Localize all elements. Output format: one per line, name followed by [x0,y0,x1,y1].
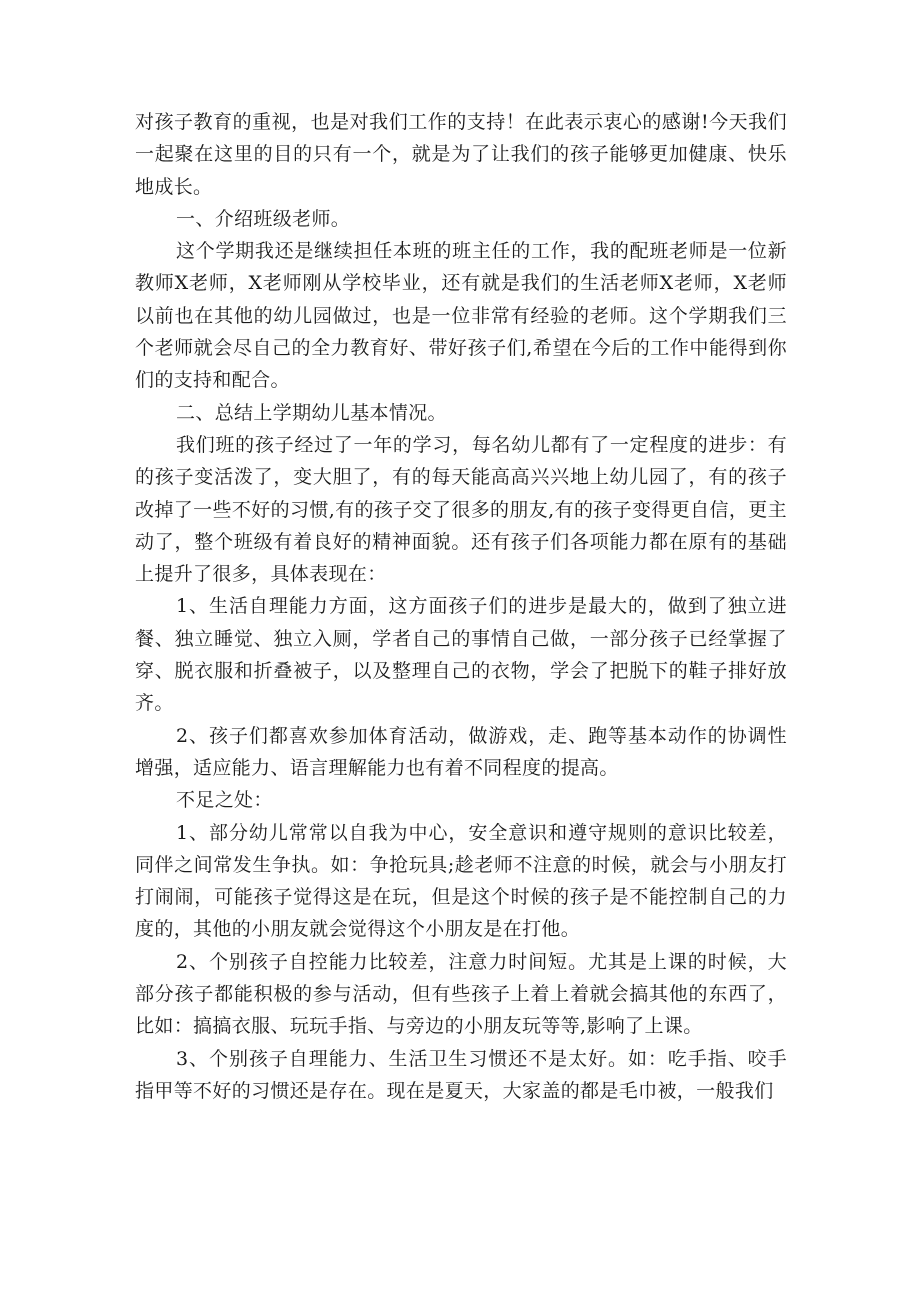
paragraph-sports: 2、孩子们都喜欢参加体育活动，做游戏，走、跑等基本动作的协调性增强，适应能力、语言理解能力也有着不同程度的提高。 [135,724,787,779]
paragraph-intro: 对孩子教育的重视，也是对我们工作的支持！在此表示衷心的感谢!今天我们一起聚在这里的目的只有一个，就是为了让我们的孩子能够更加健康、快乐地成长。 [135,111,787,198]
paragraph-teachers: 这个学期我还是继续担任本班的班主任的工作，我的配班老师是一位新教师X老师，X老师刚从学校毕业，还有就是我们的生活老师X老师，X老师以前也在其他的幼儿园做过，也是一位非常有经验的老师。这个学期我们三个老师就会尽自己的全力教育好、带好孩子们,希望在今后的工作中能得到你们的支持和配合。 [135,240,787,392]
heading-shortcomings: 不足之处： [176,789,273,812]
paragraph-progress: 我们班的孩子经过了一年的学习，每名幼儿都有了一定程度的进步：有的孩子变活泼了，变大胆了，有的每天能高高兴兴地上幼儿园了，有的孩子改掉了一些不好的习惯,有的孩子交了很多的朋友,有的孩子变得更自信，更主动了，整个班级有着良好的精神面貌。还有孩子们各项能力都在原有的基础上提升了很多，具体表现在： [135,433,787,586]
paragraph-shortcoming-1: 1、部分幼儿常常以自我为中心，安全意识和遵守规则的意识比较差，同伴之间常发生争执。如：争抢玩具;趁老师不注意的时候，就会与小朋友打打闹闹，可能孩子觉得这是在玩，但是这个时候的孩子是不能控制自己的力度的，其他的小朋友就会觉得这个小朋友是在打他。 [135,821,787,941]
paragraph-shortcoming-3: 3、个别孩子自理能力、生活卫生习惯还不是太好。如：吃手指、咬手指甲等不好的习惯还是存在。现在是夏天，大家盖的都是毛巾被，一般我们 [135,1047,787,1102]
paragraph-self-care: 1、生活自理能力方面，这方面孩子们的进步是最大的，做到了独立进餐、独立睡觉、独立入厕，学者自己的事情自己做，一部分孩子已经掌握了穿、脱衣服和折叠被子，以及整理自己的衣物，学会了把脱下的鞋子排好放齐。 [135,595,787,715]
heading-summary-last-term: 二、总结上学期幼儿基本情况。 [176,401,447,424]
heading-introduce-teachers: 一、介绍班级老师。 [176,207,351,230]
paragraph-shortcoming-2: 2、个别孩子自控能力比较差，注意力时间短。尤其是上课的时候，大部分孩子都能积极的参与活动，但有些孩子上着上着就会搞其他的东西了，比如：搞搞衣服、玩玩手指、与旁边的小朋友玩等等,影响了上课。 [135,950,787,1038]
document-page [135,106,787,1107]
